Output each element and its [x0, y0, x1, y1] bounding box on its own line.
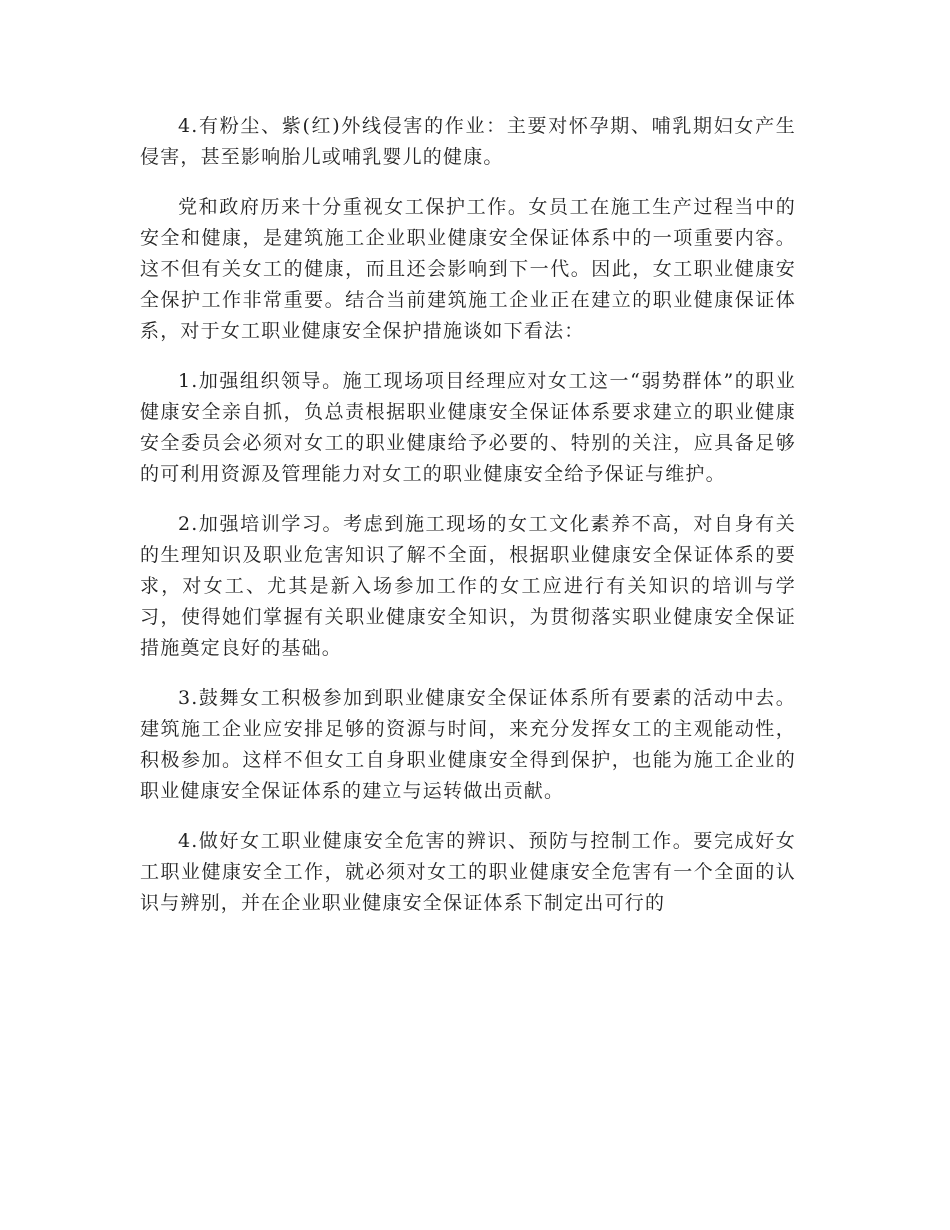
paragraph-participation: 3.鼓舞女工积极参加到职业健康安全保证体系所有要素的活动中去。建筑施工企业应安排足够的资源与时间，来充分发挥女工的主观能动性，积极参加。这样不但女工自身职业健康安全得到保护，也能为施工企业的职业健康安全保证体系的建立与运转做出贡献。: [140, 687, 796, 802]
paragraph-female-worker-protection-intro: 党和政府历来十分重视女工保护工作。女员工在施工生产过程当中的安全和健康，是建筑施工企业职业健康安全保证体系中的一项重要内容。这不但有关女工的健康，而且还会影响到下一代。因此，女工职业健康安全保护工作非常重要。结合当前建筑施工企业正在建立的职业健康保证体系，对于女工职业健康安全保护措施谈如下看法：: [140, 196, 796, 342]
paragraph-dust-uv-hazard: 4.有粉尘、紫(红)外线侵害的作业：主要对怀孕期、哺乳期妇女产生侵害，甚至影响胎儿或哺乳婴儿的健康。: [140, 115, 796, 168]
paragraph-training: 2.加强培训学习。考虑到施工现场的女工文化素养不高，对自身有关的生理知识及职业危害知识了解不全面，根据职业健康安全保证体系的要求，对女工、尤其是新入场参加工作的女工应进行有关知识的培训与学习，使得她们掌握有关职业健康安全知识，为贯彻落实职业健康安全保证措施奠定良好的基础。: [140, 513, 796, 659]
paragraph-hazard-identification: 4.做好女工职业健康安全危害的辨识、预防与控制工作。要完成好女工职业健康安全工作，就必须对女工的职业健康安全危害有一个全面的认识与辨别，并在企业职业健康安全保证体系下制定出可行的: [140, 830, 796, 914]
paragraph-leadership: 1.加强组织领导。施工现场项目经理应对女工这一“弱势群体”的职业健康安全亲自抓，负总责根据职业健康安全保证体系要求建立的职业健康安全委员会必须对女工的职业健康给予必要的、特别的关注，应具备足够的可利用资源及管理能力对女工的职业健康安全给予保证与维护。: [140, 370, 796, 485]
document-body: [140, 111, 796, 938]
